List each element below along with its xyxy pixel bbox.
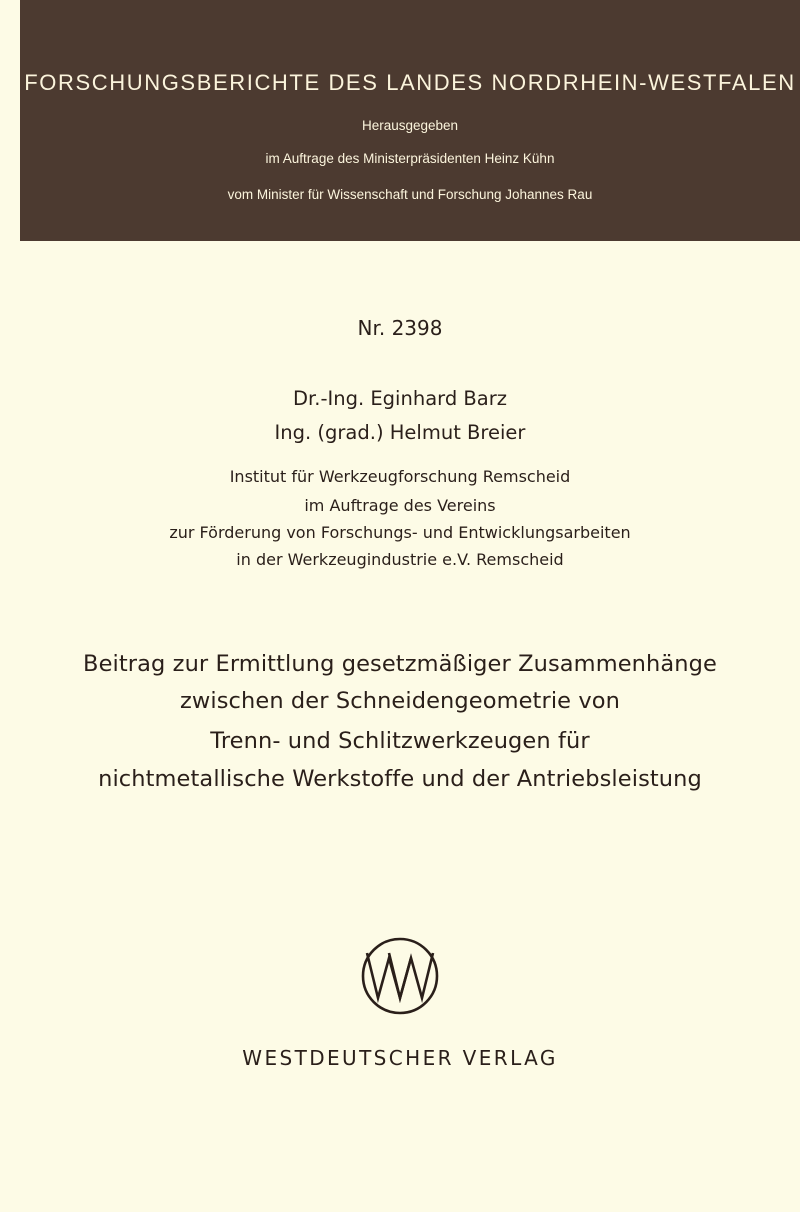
title-line-3: Trenn- und Schlitzwerkzeugen für — [210, 728, 590, 754]
title-line-2: zwischen der Schneidengeometrie von — [179, 688, 621, 714]
institute-line-2: im Auftrage des Vereins — [304, 496, 496, 515]
author-1: Dr.-Ing. Eginhard Barz — [293, 387, 507, 410]
ww-monogram-logo — [359, 935, 441, 1017]
institute-line-4: in der Werkzeugindustrie e.V. Remscheid — [236, 550, 564, 569]
author-2: Ing. (grad.) Helmut Breier — [274, 421, 526, 444]
report-number: Nr. 2398 — [357, 316, 443, 340]
publisher-name: WESTDEUTSCHER VERLAG — [242, 1046, 558, 1070]
institute-line-1: Institut für Werkzeugforschung Remscheid — [229, 467, 571, 486]
institute-line-3: zur Förderung von Forschungs- und Entwicklungsarbeiten — [169, 523, 631, 542]
series-header-band — [20, 0, 800, 241]
title-line-4: nichtmetallische Werkstoffe und der Antriebsleistung — [98, 766, 702, 792]
minister-line: vom Minister für Wissenschaft und Forschung Johannes Rau — [227, 187, 593, 202]
title-line-1: Beitrag zur Ermittlung gesetzmäßiger Zusammenhänge — [83, 651, 717, 677]
commission-line: im Auftrage des Ministerpräsidenten Heinz Kühn — [265, 151, 555, 166]
series-title: FORSCHUNGSBERICHTE DES LANDES NORDRHEIN-WESTFALEN — [24, 70, 796, 95]
editor-note: Herausgegeben — [361, 118, 459, 133]
